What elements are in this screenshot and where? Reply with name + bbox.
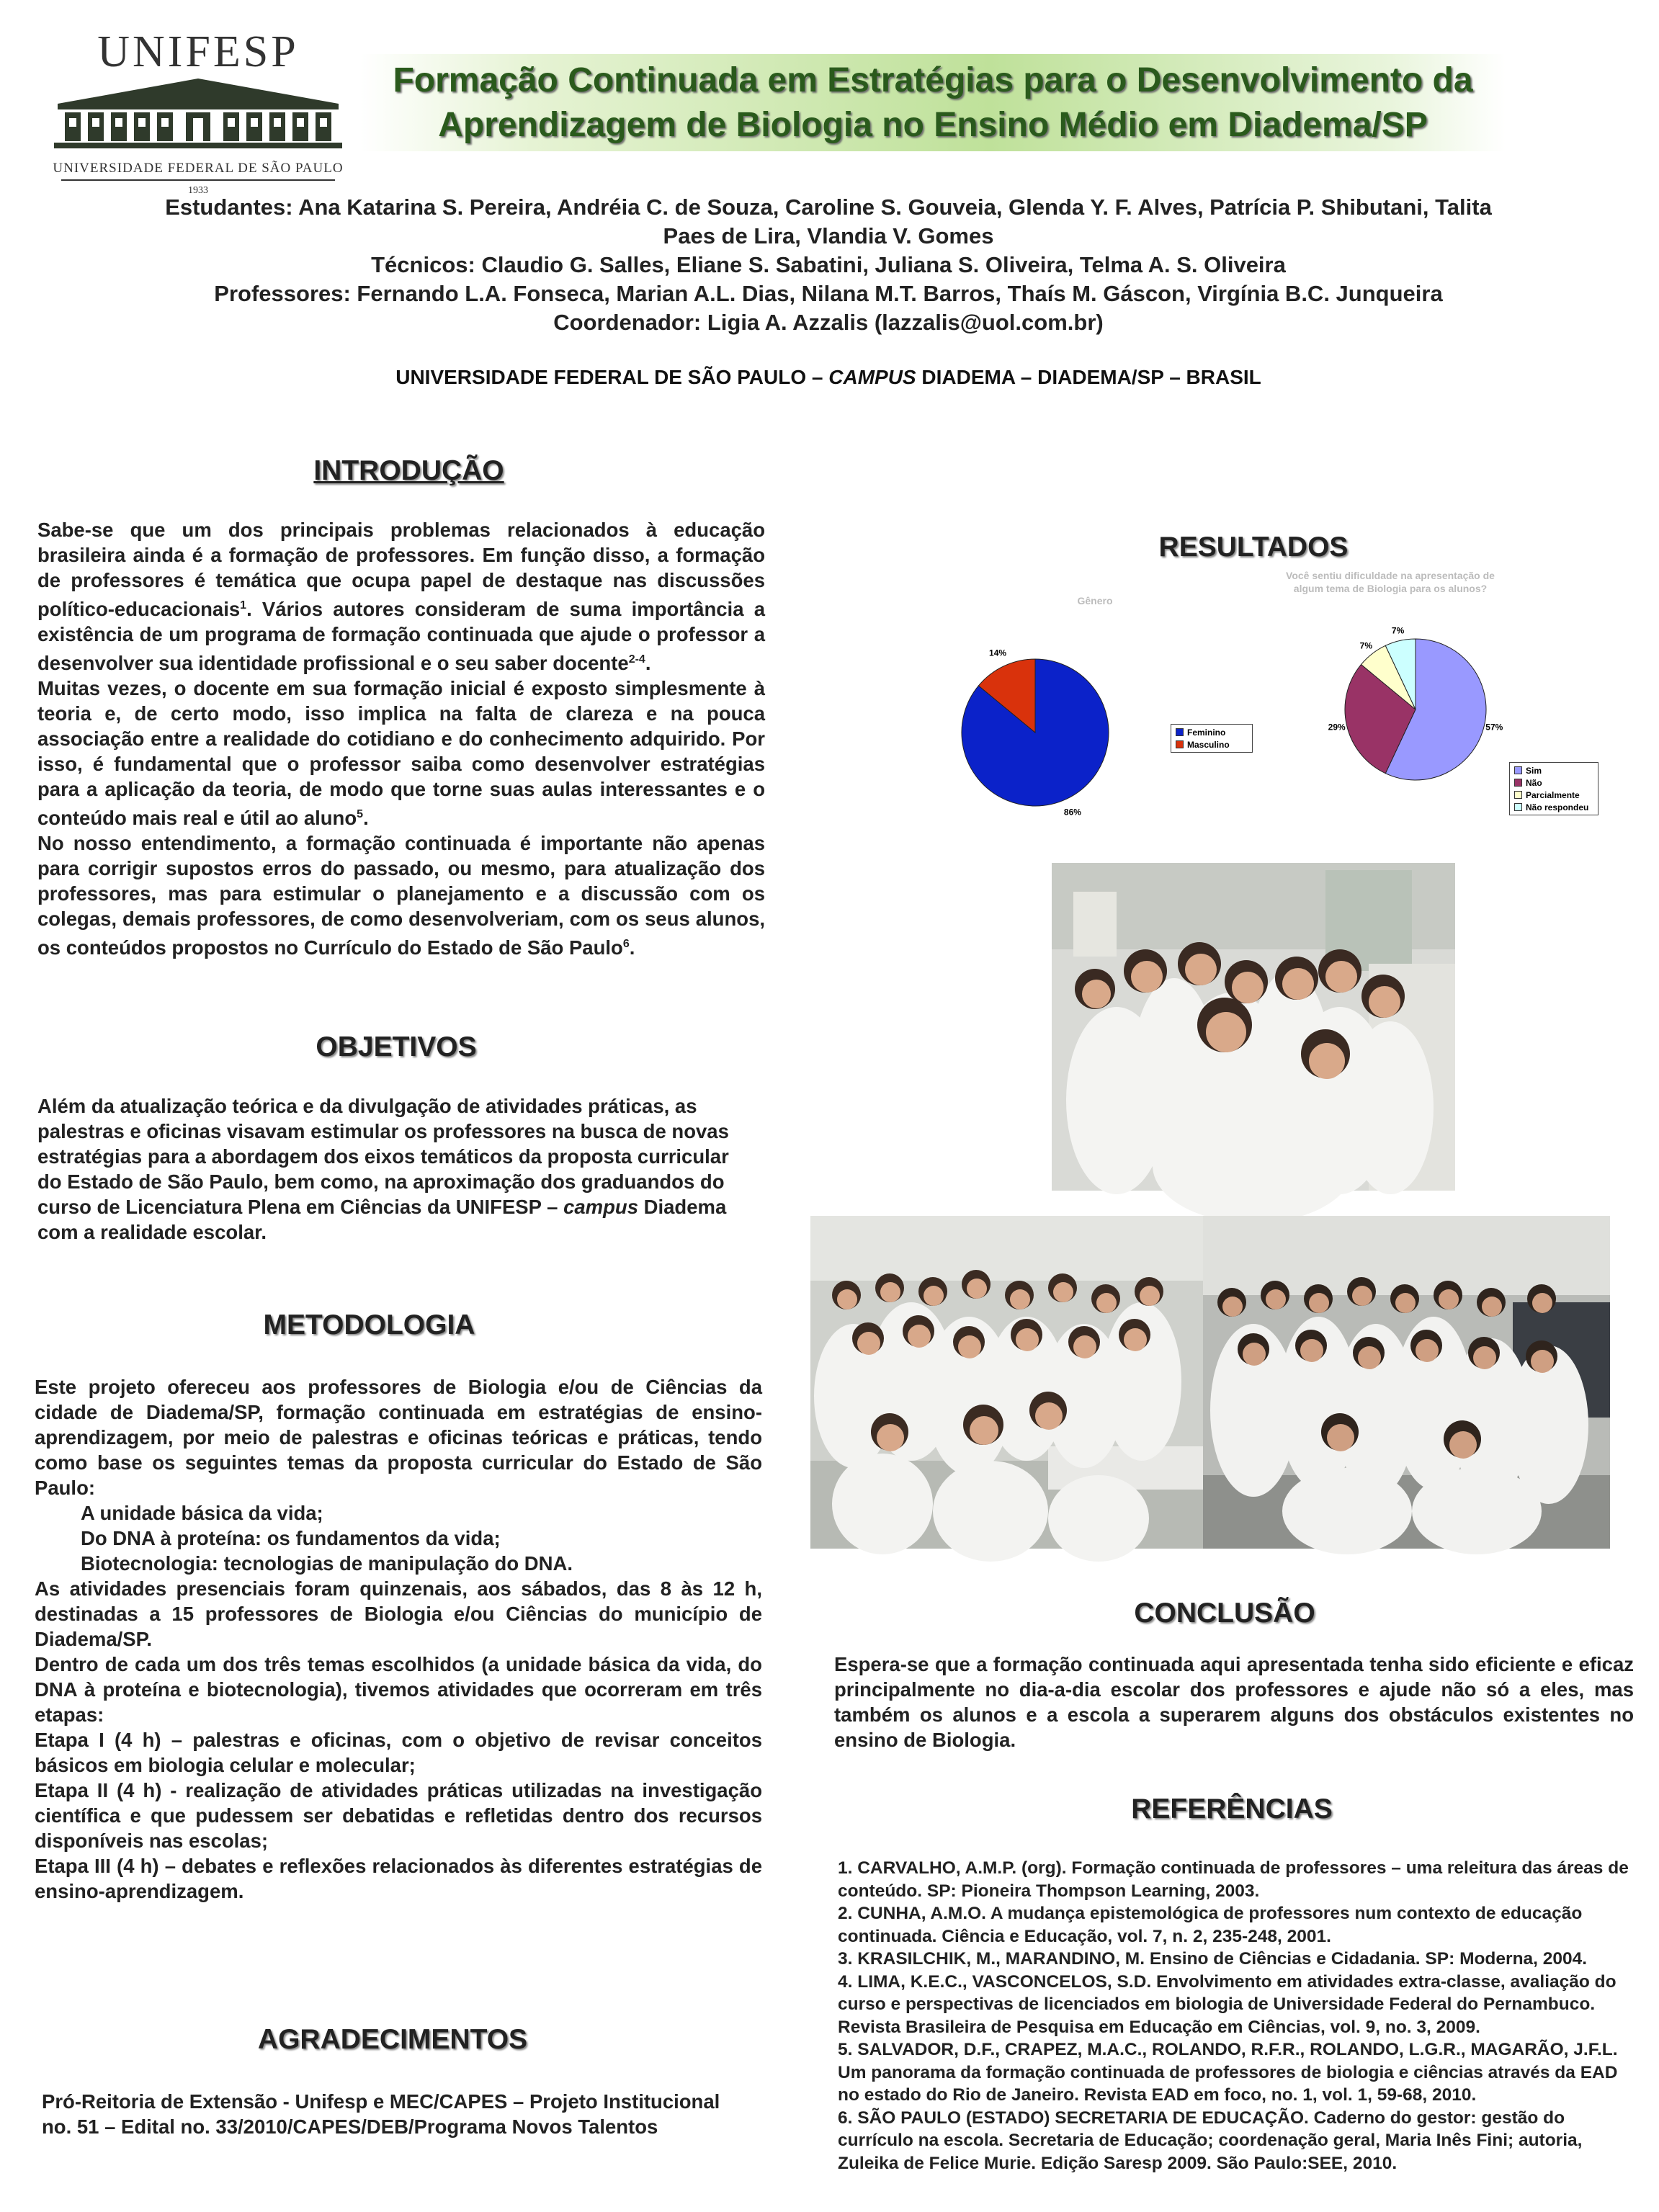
- conclusao-text: Espera-se que a formação continuada aqui apresentada tenha sido eficiente e eficaz principalmente no dia-a-dia escolar dos professores e ajude não só a eles, mas também os alunos e a escola a superarem alguns dos obstáculos existentes no ensino de Biologia.: [834, 1653, 1634, 1751]
- intro-p1b: . Vários autores consideram de suma importância a existência de um programa de formação continuada que ajude o professor a desenvolver sua identidade profissional e o seu saber docente: [37, 598, 765, 675]
- professors: Professores: Fernando L.A. Fonseca, Marian A.L. Dias, Nilana M.T. Barros, Thaís M. Gáscon, Virgínia B.C. Junqueira: [214, 281, 1443, 306]
- objetivos-text-c: Diadema com a realidade escolar.: [37, 1196, 727, 1243]
- objetivos-text: [37, 1093, 758, 1245]
- metodologia-p3: Dentro de cada um dos três temas escolhidos (a unidade básica da vida, do DNA à proteína e biotecnologia), tivemos atividades que ocorreram em três etapas:: [35, 1653, 762, 1726]
- institution-a: UNIVERSIDADE FEDERAL DE SÃO PAULO –: [395, 366, 829, 388]
- legend-swatch-nao: [1514, 779, 1522, 787]
- metodologia-etapa-1: Etapa I (4 h) – palestras e oficinas, com o objetivo de revisar conceitos básicos em biologia celular e molecular;: [35, 1729, 762, 1776]
- group-photo-classroom: [810, 1216, 1203, 1549]
- intro-p1a: Sabe-se que um dos principais problemas relacionados à educação brasileira ainda é a formação de professores. Em função disso, a formação de professores é temática que ocupa papel de destaque nas discussões político-educacionais: [37, 519, 765, 621]
- group-photo-lab-image: [1052, 863, 1455, 1191]
- intro-p1c: .: [645, 652, 651, 675]
- intro-paragraph-3: [37, 830, 765, 960]
- intro-ref-2-4: 2-4: [628, 653, 645, 666]
- intro-ref-1: 1: [240, 599, 247, 612]
- legend-swatch-sim: [1514, 766, 1522, 774]
- metodologia-theme-2: Do DNA à proteína: os fundamentos da vida;: [81, 1527, 501, 1549]
- legend-swatch-parcialmente: [1514, 791, 1522, 799]
- legend-swatch-feminino: [1176, 728, 1184, 736]
- chart-genero-pie: [954, 627, 1120, 857]
- legend-masculino: [1176, 738, 1248, 751]
- metodologia-p2: As atividades presenciais foram quinzenais, aos sábados, das 8 às 12 h, destinadas a 15 professores de Biologia e/ou Ciências do município de Diadema/SP.: [35, 1577, 762, 1650]
- legend-nao-respondeu: [1514, 801, 1593, 813]
- logo-subtitle: UNIVERSIDADE FEDERAL DE SÃO PAULO: [53, 161, 344, 176]
- dificuldade-label-3: 7%: [1359, 640, 1373, 651]
- group-photo-hall: [1203, 1216, 1610, 1549]
- reference-item: 6. SÃO PAULO (ESTADO) SECRETARIA DE EDUCAÇÃO. Caderno do gestor: gestão do currículo na escola. Secretaria de Educação; coordenação geral, Maria Inês Fini; autoria, Zuleika de Felice Murie. Edição Saresp 2009. São Paulo:SEE, 2010.: [838, 2108, 1583, 2173]
- chart-dificuldade-title: Você sentiu dificuldade na apresentação de algum tema de Biologia para os alunos?: [1286, 570, 1495, 594]
- genero-label-2: 14%: [989, 648, 1007, 658]
- intro-paragraph-2: [37, 676, 765, 830]
- metodologia-heading: METODOLOGIA: [263, 1309, 475, 1340]
- objetivos-heading: OBJETIVOS: [316, 1031, 477, 1062]
- agradecimentos-line-2: no. 51 – Edital no. 33/2010/CAPES/DEB/Programa Novos Talentos: [42, 2115, 658, 2138]
- chart-genero-legend: [1171, 724, 1253, 753]
- institution-c: DIADEMA – DIADEMA/SP – BRASIL: [916, 366, 1261, 388]
- intro-ref-5: 5: [357, 808, 364, 821]
- intro-p2b: .: [363, 807, 369, 830]
- legend-label-masculino: Masculino: [1187, 739, 1230, 750]
- intro-p3b: .: [629, 936, 635, 959]
- reference-item: 3. KRASILCHIK, M., MARANDINO, M. Ensino de Ciências e Cidadania. SP: Moderna, 2004.: [838, 1949, 1588, 1969]
- logo-name: UNIFESP: [97, 27, 299, 76]
- legend-sim: [1514, 764, 1593, 776]
- intro-p3a: No nosso entendimento, a formação continuada é importante não apenas para corrigir supostos erros do passado, ou mesmo, para atualização dos professores, mas para estimular o planejamento e a discussão com os colegas, demais professores, de como desenvolveriam, com os seus alunos, os conteúdos propostos no Currículo do Estado de São Paulo: [37, 832, 765, 959]
- reference-item: 1. CARVALHO, A.M.P. (org). Formação continuada de professores – uma releitura das áreas de conteúdo. SP: Pioneira Thompson Learning, 2003.: [838, 1858, 1629, 1901]
- group-photo-lab: [1052, 863, 1455, 1191]
- legend-swatch-masculino: [1176, 740, 1184, 748]
- genero-label-1: 86%: [1063, 807, 1081, 818]
- intro-paragraph-1: [37, 517, 765, 676]
- metodologia-etapa-3: Etapa III (4 h) – debates e reflexões relacionados às diferentes estratégias de ensino-aprendizagem.: [35, 1855, 762, 1902]
- metodologia-p1: Este projeto ofereceu aos professores de Biologia e/ou de Ciências da cidade de Diadema/SP, formação continuada em estratégias de ensino-aprendizagem, por meio de palestras e oficinas teóricas e práticas, tendo como base os seguintes temas da proposta curricular do Estado de São Paulo:: [35, 1376, 762, 1499]
- chart-genero-title: Gênero: [1077, 595, 1113, 606]
- building-icon: [50, 75, 346, 154]
- intro-ref-6: 6: [622, 938, 630, 951]
- group-photo-hall-image: [1203, 1216, 1610, 1549]
- students: [108, 193, 1549, 337]
- agradecimentos-text: [42, 2089, 784, 2139]
- legend-feminino: [1176, 726, 1248, 738]
- conclusao-heading: CONCLUSÃO: [1134, 1598, 1315, 1629]
- students-line-1: Estudantes: Ana Katarina S. Pereira, Andréia C. de Souza, Caroline S. Gouveia, Glenda Y. F. Alves, Patrícia P. Shibutani, Talita: [165, 194, 1492, 220]
- dificuldade-label-4: 7%: [1391, 625, 1405, 636]
- legend-nao: [1514, 776, 1593, 789]
- group-photo-classroom-image: [810, 1216, 1203, 1549]
- metodologia-theme-1: A unidade básica da vida;: [81, 1502, 323, 1524]
- title-line-2: Aprendizagem de Biologia no Ensino Médio em Diadema/SP: [438, 106, 1428, 144]
- reference-item: 5. SALVADOR, D.F., CRAPEZ, M.A.C., ROLANDO, R.F.R., ROLANDO, L.G.R., MAGARÃO, J.F.L. Um panorama da formação continuada de professores de biologia e ciências através da EAD no estado do Rio de Janeiro. Revista EAD em foco, no. 1, vol. 1, 59-68, 2010.: [838, 2040, 1618, 2105]
- poster-title: [360, 54, 1506, 151]
- resultados-heading: RESULTADOS: [1158, 532, 1349, 563]
- metodologia-text: [35, 1374, 762, 1904]
- legend-parcialmente: [1514, 789, 1593, 801]
- objetivos-text-b: campus: [563, 1196, 638, 1218]
- chart-dificuldade-legend: [1509, 762, 1598, 815]
- legend-label-parcialmente: Parcialmente: [1526, 789, 1580, 800]
- unifesp-logo: [50, 29, 346, 194]
- introducao-heading: INTRODUÇÃO: [313, 455, 504, 486]
- agradecimentos-line-1: Pró-Reitoria de Extensão - Unifesp e MEC/CAPES – Projeto Institucional: [42, 2090, 720, 2113]
- logo-year: 1933: [188, 185, 208, 196]
- chart-dificuldade-pie: [1318, 625, 1513, 792]
- chart-genero: [954, 583, 1264, 857]
- institution: [108, 366, 1549, 389]
- students-line-2: Paes de Lira, Vlandia V. Gomes: [663, 223, 994, 248]
- chart-dificuldade: [1275, 569, 1614, 843]
- reference-item: 2. CUNHA, A.M.O. A mudança epistemológica de professores num contexto de educação continuada. Ciência e Educação, vol. 7, n. 2, 235-248, 2001.: [838, 1904, 1583, 1946]
- dificuldade-label-1: 57%: [1485, 722, 1503, 733]
- title-line-1: Formação Continuada em Estratégias para o Desenvolvimento da: [393, 61, 1473, 99]
- technicians: Técnicos: Claudio G. Salles, Eliane S. Sabatini, Juliana S. Oliveira, Telma A. S. Oliveira: [371, 252, 1286, 277]
- intro-p2a: Muitas vezes, o docente em sua formação inicial é exposto simplesmente à teoria e, de certo modo, isso implica na falta de clareza e na pouca associação entre a realidade do cotidiano e do conhecimento adquirido. Por isso, é fundamental que o professor saiba como desenvolver estratégias para a aplicação da teoria, de modo que torne suas aulas interessantes e o conteúdo mais real e útil ao aluno: [37, 677, 765, 830]
- legend-label-sim: Sim: [1526, 765, 1542, 776]
- coordinator: Coordenador: Ligia A. Azzalis (lazzalis@uol.com.br): [553, 310, 1104, 335]
- metodologia-theme-3: Biotecnologia: tecnologias de manipulação do DNA.: [81, 1552, 573, 1575]
- legend-label-nao: Não: [1526, 777, 1542, 788]
- referencias-heading: REFERÊNCIAS: [1131, 1794, 1333, 1824]
- legend-label-feminino: Feminino: [1187, 727, 1226, 738]
- referencias-list: [838, 1857, 1637, 2175]
- objetivos-text-a: Além da atualização teórica e da divulgação de atividades práticas, as palestras e oficinas visavam estimular os professores na busca de novas estratégias para a abordagem dos eixos temáticos da proposta curricular do Estado de São Paulo, bem como, na aproximação dos graduandos do curso de Licenciatura Plena em Ciências da UNIFESP –: [37, 1095, 729, 1218]
- reference-item: 4. LIMA, K.E.C., VASCONCELOS, S.D. Envolvimento em atividades extra-classe, avaliação do curso e perspectivas de licenciados em biologia de Universidade Federal do Pernambuco. Revista Brasileira de Pesquisa em Educação em Ciências, vol. 9, no. 3, 2009.: [838, 1971, 1616, 2037]
- introducao-text: [37, 517, 765, 961]
- institution-b: CAMPUS: [828, 366, 916, 388]
- dificuldade-label-2: 29%: [1328, 722, 1346, 733]
- metodologia-etapa-2: Etapa II (4 h) - realização de atividades práticas utilizadas na investigação científica e que pudessem ser debatidas e refletidas dentro dos recursos disponíveis nas escolas;: [35, 1779, 762, 1852]
- legend-label-nao-respondeu: Não respondeu: [1526, 802, 1589, 812]
- agradecimentos-heading: AGRADECIMENTOS: [257, 2024, 528, 2055]
- legend-swatch-nao-respondeu: [1514, 803, 1522, 811]
